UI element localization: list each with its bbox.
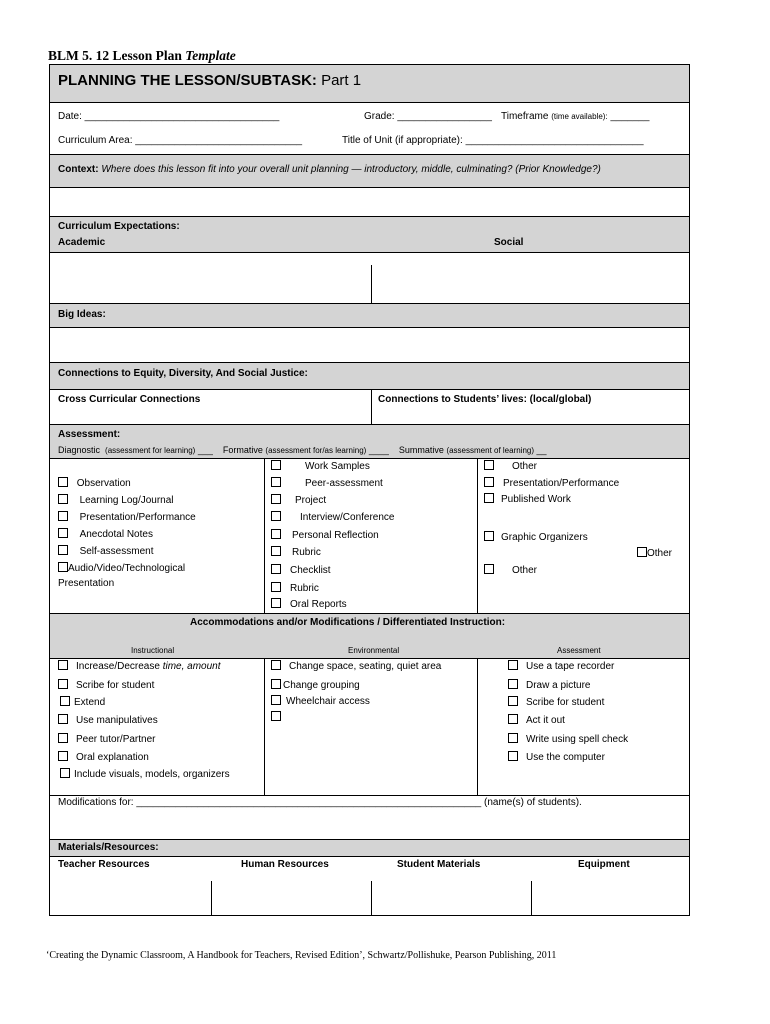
timeframe-field[interactable]: [501, 111, 649, 122]
checkbox-icon[interactable]: [271, 546, 281, 556]
assessment-label: Assessment:: [58, 429, 121, 440]
big-ideas-band: [50, 303, 689, 327]
form-heading-main: PLANNING THE LESSON/SUBTASK: [58, 72, 312, 89]
checkbox-icon[interactable]: [271, 511, 281, 521]
checkbox-label: Interview/Conference: [300, 512, 395, 523]
checkbox-label: Graphic Organizers: [501, 532, 588, 543]
checkbox-label: Rubric: [292, 547, 321, 558]
modifications-label: Modifications for:: [58, 797, 134, 808]
formative-blank: ____: [368, 445, 389, 455]
checkbox-rubric-2[interactable]: [271, 582, 319, 594]
social-label: Social: [494, 237, 524, 248]
checkbox-visuals[interactable]: [60, 768, 230, 780]
modifications-blank: ______________________________________________________________: [136, 797, 482, 808]
document-title-italic: Template: [185, 48, 236, 63]
assessment-types: [58, 445, 547, 455]
checkbox-label: Rubric: [290, 583, 319, 594]
checkbox-icon[interactable]: [58, 660, 68, 670]
checkbox-label: Increase/Decrease: [76, 661, 160, 672]
checkbox-icon[interactable]: [508, 714, 518, 724]
equity-label: Connections to Equity, Diversity, And Social Justice:: [58, 368, 308, 379]
checkbox-icon[interactable]: [508, 696, 518, 706]
checkbox-label: Draw a picture: [526, 680, 591, 691]
checkbox-graphic-organizers[interactable]: [484, 531, 588, 543]
checkbox-label-italic: time, amount: [162, 661, 221, 672]
document-title: [48, 48, 236, 64]
expectations-label: Curriculum Expectations:: [58, 221, 180, 232]
checkbox-change-space[interactable]: [271, 660, 441, 672]
checkbox-icon[interactable]: [271, 660, 281, 670]
checkbox-other-1[interactable]: [484, 460, 537, 472]
footer-citation: ‘Creating the Dynamic Classroom, A Handbook for Teachers, Revised Edition’, Schwartz/Pollishuke, Pearson Publishing, 2011: [46, 950, 557, 961]
checkbox-draw-picture[interactable]: [508, 679, 590, 691]
checkbox-label: Use manipulatives: [76, 715, 158, 726]
checkbox-label: Other: [512, 461, 538, 472]
checkbox-computer[interactable]: [508, 751, 605, 763]
environmental-label: Environmental: [348, 646, 400, 655]
big-ideas-label: Big Ideas:: [58, 309, 106, 320]
checkbox-icon[interactable]: [58, 733, 68, 743]
student-materials-label: Student Materials: [397, 859, 481, 870]
checkbox-extend[interactable]: [60, 696, 105, 708]
grade-field[interactable]: Grade: _________________: [364, 111, 492, 122]
checkbox-icon[interactable]: [508, 751, 518, 761]
checkbox-published-work[interactable]: [484, 493, 571, 505]
checkbox-label: Checklist: [290, 565, 331, 576]
checkbox-label: Scribe for student: [526, 697, 605, 708]
context-prompt: Where does this lesson fit into your overall unit planning — introductory, middle, culminating? (Prior Knowledge?): [101, 164, 601, 175]
checkbox-act-it-out[interactable]: [508, 714, 565, 726]
timeframe-label: Timeframe: [501, 111, 549, 122]
checkbox-icon[interactable]: [484, 477, 494, 487]
checkbox-other-2[interactable]: [637, 547, 672, 559]
checkbox-icon[interactable]: [58, 751, 68, 761]
checkbox-label: Published Work: [501, 494, 571, 505]
checkbox-increase-decrease[interactable]: [58, 660, 221, 672]
form-heading: [58, 72, 361, 89]
teacher-resources-label: Teacher Resources: [58, 859, 150, 870]
checkbox-icon[interactable]: [58, 714, 68, 724]
checkbox-icon[interactable]: [58, 477, 68, 487]
diagnostic-label: Diagnostic: [58, 445, 101, 455]
checkbox-icon[interactable]: [484, 531, 494, 541]
checkbox-icon[interactable]: [58, 511, 68, 521]
modifications-field[interactable]: [58, 797, 582, 808]
checkbox-spell-check[interactable]: [508, 733, 628, 745]
checkbox-change-grouping[interactable]: [271, 679, 360, 691]
checkbox-label: Extend: [74, 697, 106, 708]
checkbox-icon[interactable]: [484, 460, 494, 470]
checkbox-icon[interactable]: [637, 547, 647, 557]
checkbox-icon[interactable]: [58, 494, 68, 504]
checkbox-label: Presentation/Performance: [79, 512, 196, 523]
checkbox-peer-tutor[interactable]: [58, 733, 155, 745]
checkbox-label: Act it out: [526, 715, 565, 726]
checkbox-audio-video[interactable]: [58, 562, 185, 574]
checkbox-project[interactable]: [271, 494, 326, 506]
checkbox-label: Presentation/Performance: [503, 478, 620, 489]
checkbox-icon[interactable]: [58, 528, 68, 538]
checkbox-label: Write using spell check: [526, 734, 629, 745]
checkbox-self-assessment[interactable]: [58, 545, 153, 557]
checkbox-label: Work Samples: [305, 461, 370, 472]
checkbox-rubric-1[interactable]: [271, 546, 321, 558]
checkbox-label: Audio/Video/Technological: [68, 563, 186, 574]
accommodations-label: Accommodations and/or Modifications / Differentiated Instruction:: [190, 617, 506, 628]
checkbox-label: Wheelchair access: [286, 696, 370, 707]
checkbox-scribe[interactable]: [58, 679, 154, 691]
checkbox-label: Oral explanation: [76, 752, 149, 763]
date-field[interactable]: Date: ___________________________________: [58, 111, 280, 122]
checkbox-label: Oral Reports: [290, 599, 347, 610]
checkbox-manipulatives[interactable]: [58, 714, 158, 726]
modifications-suffix: (name(s) of students).: [483, 797, 582, 808]
checkbox-icon[interactable]: [271, 494, 281, 504]
checkbox-icon[interactable]: [60, 696, 70, 706]
instructional-label: Instructional: [131, 646, 175, 655]
checkbox-icon[interactable]: [271, 582, 281, 592]
checkbox-label: Learning Log/Journal: [79, 495, 174, 506]
formative-note: (assessment for/as learning): [265, 446, 367, 455]
cross-curricular-label: Cross Curricular Connections: [58, 394, 201, 405]
checkbox-label: Self-assessment: [79, 546, 154, 557]
academic-label: Academic: [58, 237, 106, 248]
checkbox-icon[interactable]: [271, 564, 281, 574]
students-lives-label: Connections to Students’ lives: (local/global): [378, 394, 592, 405]
checkbox-learning-log[interactable]: [58, 494, 174, 506]
checkbox-presentation-performance-2[interactable]: [484, 477, 619, 489]
checkbox-icon[interactable]: [484, 564, 494, 574]
checkbox-icon[interactable]: [271, 679, 281, 689]
assessment-col-label: Assessment: [557, 646, 601, 655]
checkbox-icon[interactable]: [271, 529, 281, 539]
checkbox-icon[interactable]: [271, 477, 281, 487]
form-heading-colon: :: [311, 72, 317, 89]
checkbox-wheelchair[interactable]: [271, 695, 370, 707]
context-label: [58, 164, 601, 175]
audio-video-continued: Presentation: [58, 578, 115, 589]
diagnostic-blank: ___: [197, 445, 213, 455]
checkbox-peer-assessment[interactable]: [271, 477, 383, 489]
checkbox-work-samples[interactable]: [271, 460, 370, 472]
context-label-text: Context:: [58, 164, 99, 175]
checkbox-icon[interactable]: [58, 562, 68, 572]
summative-label: Summative: [398, 445, 444, 455]
materials-label: Materials/Resources:: [58, 842, 159, 853]
checkbox-oral-reports[interactable]: [271, 598, 347, 610]
checkbox-label: Other: [512, 565, 538, 576]
checkbox-label: Observation: [76, 478, 131, 489]
checkbox-scribe-student[interactable]: [508, 696, 604, 708]
summative-blank: __: [536, 445, 547, 455]
curriculum-area-field[interactable]: Curriculum Area: ______________________________: [58, 135, 303, 146]
timeframe-blank: _______: [610, 111, 650, 122]
checkbox-icon[interactable]: [271, 711, 281, 721]
checkbox-label: Use the computer: [526, 752, 605, 763]
timeframe-note: (time available):: [551, 112, 608, 121]
checkbox-label: Project: [295, 495, 327, 506]
checkbox-label: Change space, seating, quiet area: [289, 661, 442, 672]
checkbox-icon[interactable]: [271, 598, 281, 608]
checkbox-label: Peer-assessment: [305, 478, 383, 489]
diagnostic-note: (assessment for learning): [105, 446, 196, 455]
checkbox-anecdotal-notes[interactable]: [58, 528, 153, 540]
checkbox-icon[interactable]: [60, 768, 70, 778]
checkbox-icon[interactable]: [508, 733, 518, 743]
checkbox-observation[interactable]: [58, 477, 131, 489]
checkbox-icon[interactable]: [508, 679, 518, 689]
checkbox-interview[interactable]: [271, 511, 395, 523]
human-resources-label: Human Resources: [241, 859, 329, 870]
checkbox-env-blank[interactable]: [271, 711, 287, 723]
checkbox-icon[interactable]: [58, 545, 68, 555]
checkbox-label: Peer tutor/Partner: [76, 734, 156, 745]
checkbox-icon[interactable]: [271, 460, 281, 470]
document-title-text: BLM 5. 12 Lesson Plan: [48, 48, 186, 63]
checkbox-other-3[interactable]: [484, 564, 537, 576]
form-heading-part: Part 1: [321, 72, 362, 89]
checkbox-label: Change grouping: [283, 680, 360, 691]
checkbox-icon[interactable]: [484, 493, 494, 503]
checkbox-presentation-performance[interactable]: [58, 511, 196, 523]
lesson-plan-form: [49, 64, 690, 916]
checkbox-icon[interactable]: [58, 679, 68, 689]
summative-note: (assessment of learning): [446, 446, 535, 455]
checkbox-icon[interactable]: [271, 695, 281, 705]
checkbox-label: Use a tape recorder: [526, 661, 615, 672]
checkbox-label: Scribe for student: [76, 680, 155, 691]
checkbox-oral-explanation[interactable]: [58, 751, 149, 763]
formative-label: Formative: [222, 445, 263, 455]
checkbox-label: Include visuals, models, organizers: [74, 769, 230, 780]
checkbox-label: Personal Reflection: [292, 530, 379, 541]
checkbox-checklist[interactable]: [271, 564, 331, 576]
unit-title-field[interactable]: Title of Unit (if appropriate): ________________________________: [342, 135, 644, 146]
checkbox-label: Anecdotal Notes: [79, 529, 153, 540]
equipment-label: Equipment: [578, 859, 630, 870]
checkbox-personal-reflection[interactable]: [271, 529, 379, 541]
checkbox-label: Other: [647, 548, 673, 559]
checkbox-icon[interactable]: [508, 660, 518, 670]
checkbox-tape-recorder[interactable]: [508, 660, 614, 672]
